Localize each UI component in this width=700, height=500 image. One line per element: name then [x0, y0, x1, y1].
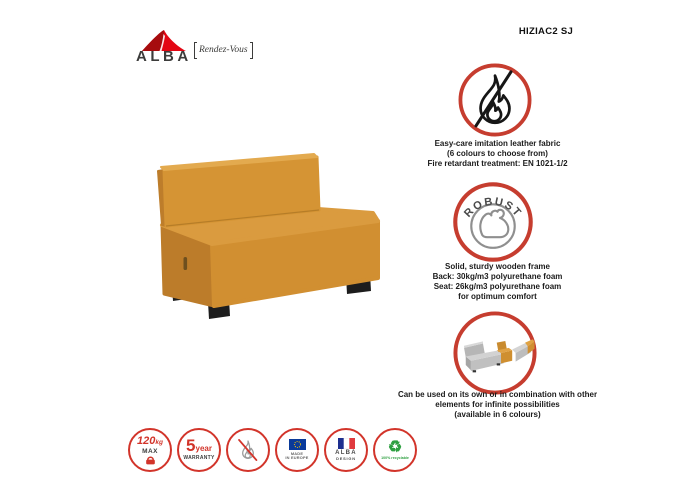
- recycle-icon: ♻: [387, 439, 403, 456]
- brand-tagline: [194, 40, 253, 60]
- feature-line: Can be used on its own or in combination with other: [397, 390, 598, 399]
- weight-icon: [145, 455, 156, 465]
- feature-modular-text: [390, 390, 605, 420]
- feature-line: Seat: 26kg/m3 polyurethane foam: [433, 282, 562, 291]
- brand-name: ALBA: [136, 48, 192, 65]
- alba-line: ALBA: [335, 450, 357, 457]
- badge-fire-retardant: [226, 428, 270, 472]
- feature-fabric-text: [395, 139, 600, 169]
- europe-line: IN EUROPE: [285, 455, 309, 461]
- product-code: HIZIAC2 SJ: [518, 26, 574, 37]
- feature-line: Back: 30kg/m3 polyurethane foam: [432, 272, 563, 281]
- feature-line: Solid, sturdy wooden frame: [445, 262, 550, 271]
- no-fire-icon: [457, 62, 533, 138]
- warranty-label: WARRANTY: [183, 455, 215, 461]
- warranty-value: 5year: [186, 436, 212, 455]
- french-flag-icon: [338, 438, 355, 449]
- sofa-product-image: [140, 150, 400, 320]
- feature-line: Fire retardant treatment: EN 1021-1/2: [427, 159, 568, 168]
- robust-label: ROBUST: [462, 195, 524, 220]
- modular-sofa-icon: [452, 310, 538, 396]
- right-bracket: [250, 42, 253, 59]
- eu-flag-icon: [289, 439, 306, 450]
- robust-muscle-icon: [452, 181, 534, 263]
- feature-line: (6 colours to choose from): [447, 149, 548, 158]
- feature-frame-text: [395, 262, 600, 302]
- badge-warranty: [177, 428, 221, 472]
- feature-line: for optimum comfort: [458, 292, 537, 301]
- feature-line: Easy-care imitation leather fabric: [434, 139, 561, 148]
- badge-alba-design: [324, 428, 368, 472]
- made-line: MADE: [290, 450, 304, 456]
- badge-recyclable: [373, 428, 417, 472]
- no-fire-icon: [234, 436, 262, 464]
- badge-made-in-europe: [275, 428, 319, 472]
- feature-line: (available in 6 colours): [454, 410, 541, 419]
- badge-max-load: [128, 428, 172, 472]
- design-line: DESIGN: [336, 456, 356, 462]
- max-load-label: MAX: [142, 448, 158, 455]
- max-load-value: 120kg: [137, 435, 163, 447]
- feature-line: elements for infinite possibilities: [435, 400, 560, 409]
- brand-tagline-text: Rendez-Vous: [199, 45, 248, 55]
- recyclable-label: 100% recyclable: [381, 456, 409, 460]
